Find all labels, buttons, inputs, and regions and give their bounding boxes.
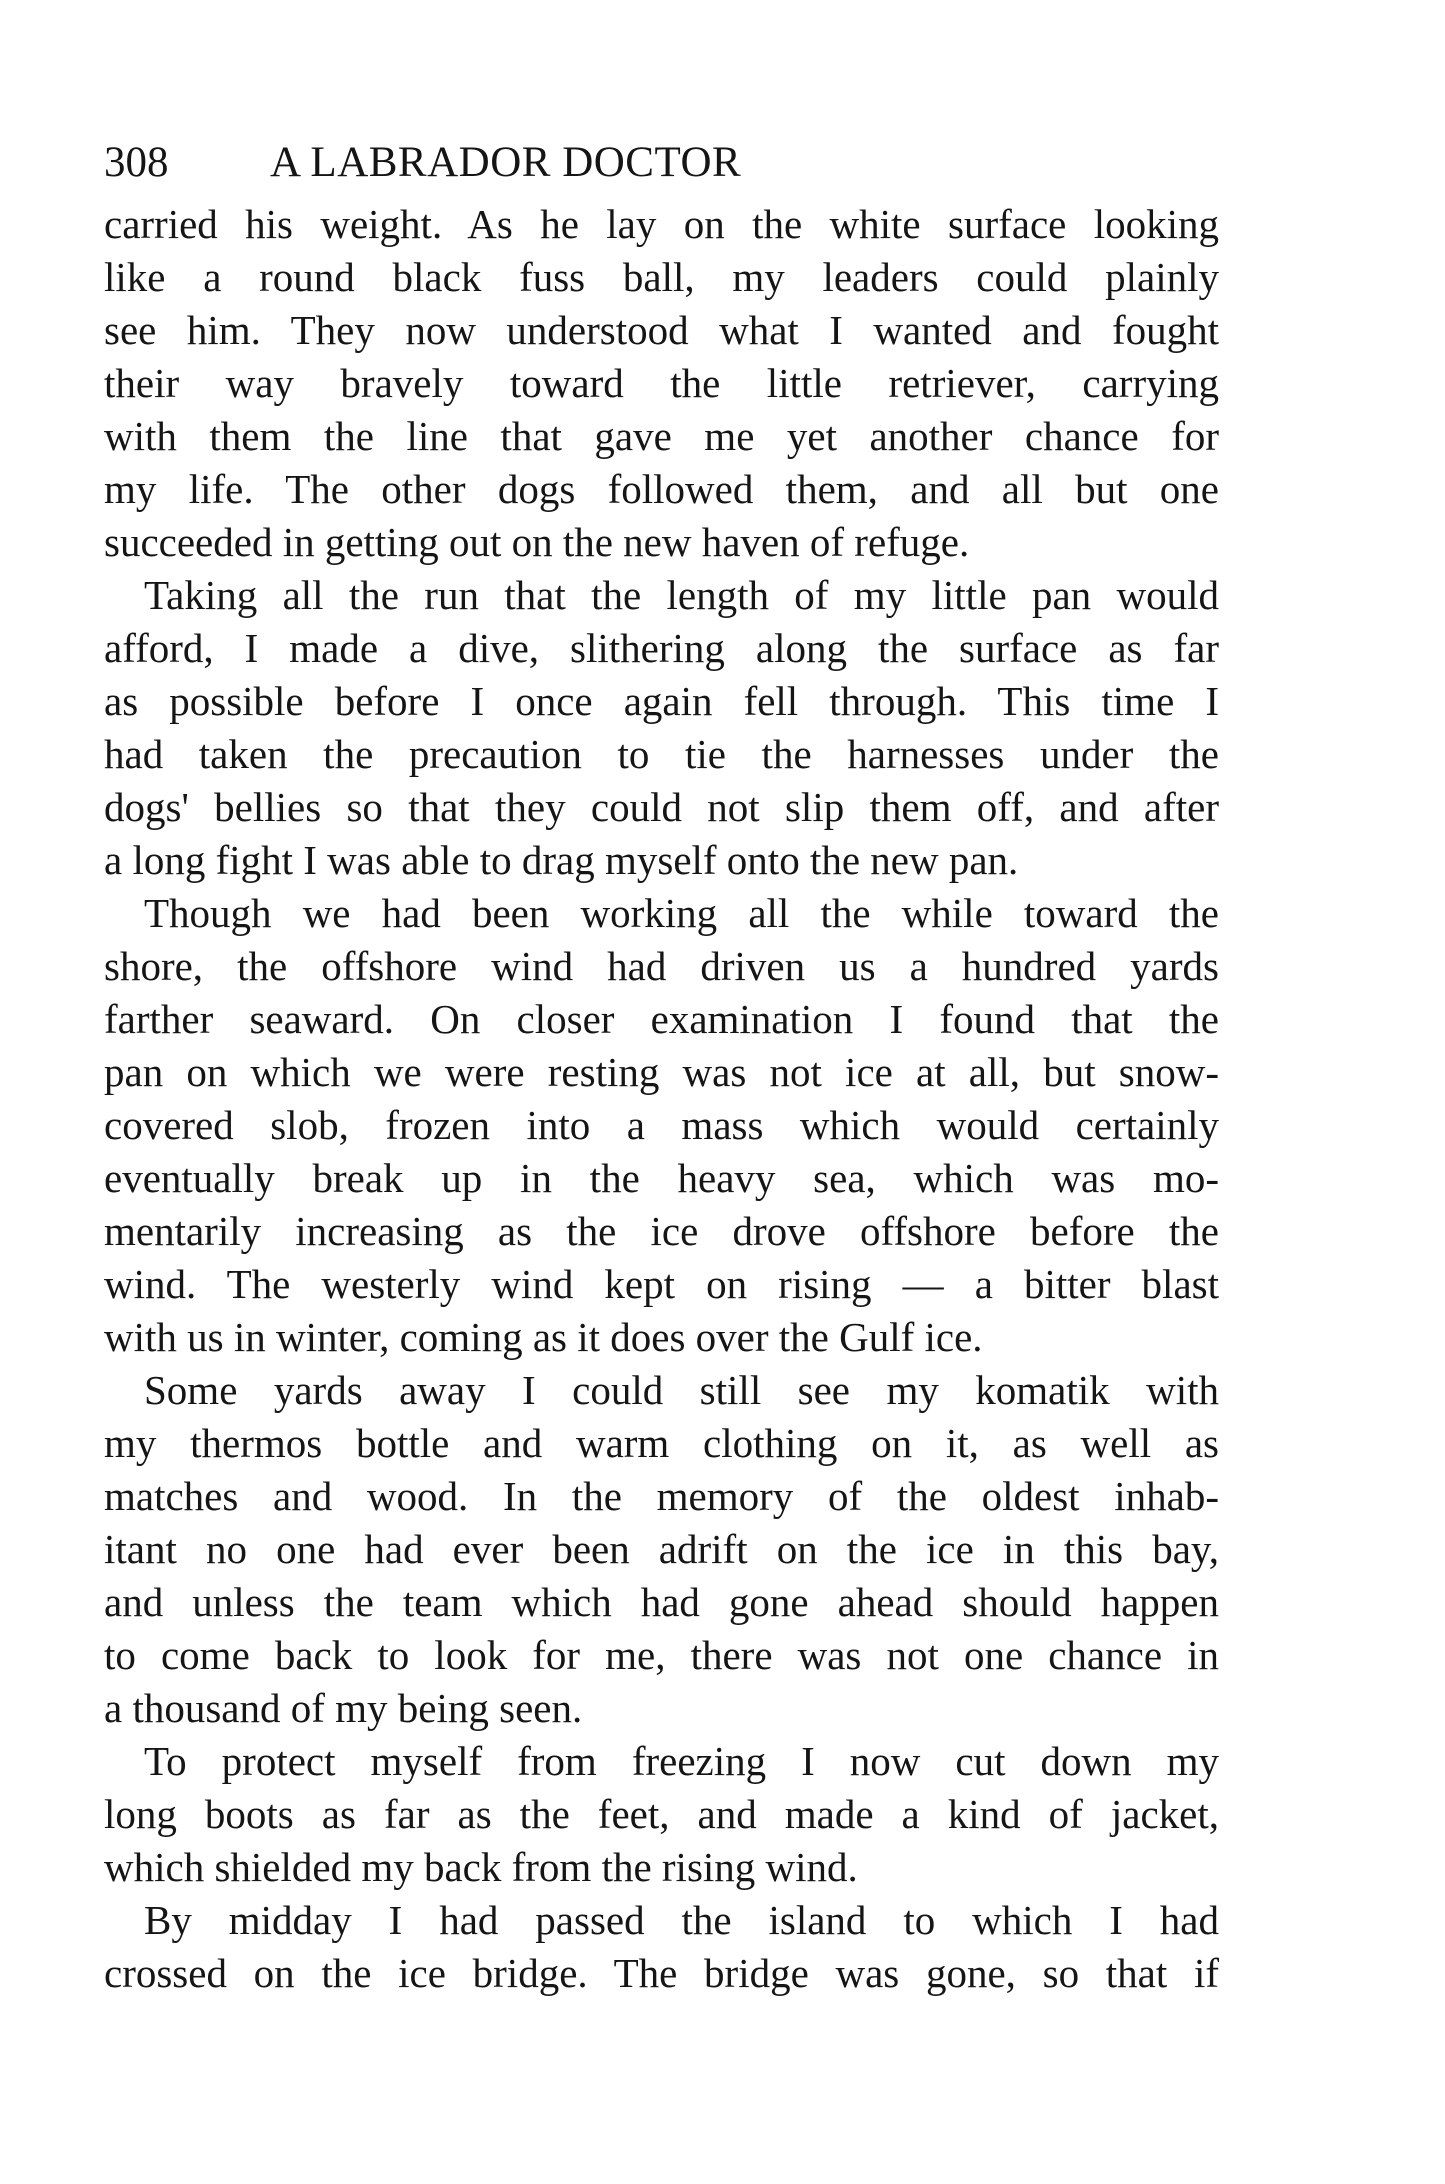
text-line: eventually break up in the heavy sea, which was mo- — [104, 1155, 1219, 1201]
text-line: Though we had been working all the while toward the — [144, 890, 1219, 936]
paragraph — [104, 1364, 1219, 1735]
text-line: shore, the offshore wind had driven us a hundred yards — [104, 943, 1219, 989]
text-line: Taking all the run that the length of my little pan would — [144, 572, 1219, 618]
text-line: a long fight I was able to drag myself onto the new pan. — [104, 837, 1019, 883]
paragraph — [104, 198, 1219, 569]
text-line: and unless the team which had gone ahead should happen — [104, 1579, 1219, 1625]
text-line: By midday I had passed the island to which I had — [144, 1897, 1219, 1943]
text-line: matches and wood. In the memory of the oldest inhab- — [104, 1473, 1219, 1519]
text-line: To protect myself from freezing I now cut down my — [144, 1738, 1219, 1784]
text-line: succeeded in getting out on the new haven of refuge. — [104, 519, 970, 565]
text-line: with us in winter, coming as it does over the Gulf ice. — [104, 1314, 983, 1360]
text-line: covered slob, frozen into a mass which would certainly — [104, 1102, 1219, 1148]
book-page — [104, 128, 1219, 2000]
text-line: wind. The westerly wind kept on rising — a bitter blast — [104, 1261, 1219, 1307]
text-line: my thermos bottle and warm clothing on it, as well as — [104, 1420, 1219, 1466]
text-line: Some yards away I could still see my komatik with — [144, 1367, 1219, 1413]
paragraph — [104, 887, 1219, 1364]
body-text — [104, 198, 1219, 2000]
page-number: 308 — [104, 139, 169, 186]
text-line: with them the line that gave me yet another chance for — [104, 413, 1219, 459]
text-line: long boots as far as the feet, and made a kind of jacket, — [104, 1791, 1219, 1837]
text-line: afford, I made a dive, slithering along the surface as far — [104, 625, 1219, 671]
text-line: their way bravely toward the little retriever, carrying — [104, 360, 1219, 406]
text-line: crossed on the ice bridge. The bridge was gone, so that if — [104, 1950, 1219, 1996]
running-head — [104, 128, 1219, 198]
paragraph — [104, 1894, 1219, 2000]
book-title: A LABRADOR DOCTOR — [270, 139, 742, 186]
text-line: itant no one had ever been adrift on the ice in this bay, — [104, 1526, 1219, 1572]
text-line: which shielded my back from the rising wind. — [104, 1844, 858, 1890]
text-line: farther seaward. On closer examination I found that the — [104, 996, 1219, 1042]
paragraph — [104, 1735, 1219, 1894]
text-line: mentarily increasing as the ice drove offshore before the — [104, 1208, 1219, 1254]
text-line: had taken the precaution to tie the harnesses under the — [104, 731, 1219, 777]
text-line: see him. They now understood what I wanted and fought — [104, 307, 1219, 353]
text-line: pan on which we were resting was not ice at all, but snow- — [104, 1049, 1219, 1095]
text-line: dogs' bellies so that they could not slip them off, and after — [104, 784, 1219, 830]
text-line: carried his weight. As he lay on the white surface looking — [104, 201, 1219, 247]
text-line: a thousand of my being seen. — [104, 1685, 583, 1731]
text-line: like a round black fuss ball, my leaders could plainly — [104, 254, 1219, 300]
text-line: as possible before I once again fell through. This time I — [104, 678, 1219, 724]
text-line: to come back to look for me, there was not one chance in — [104, 1632, 1219, 1678]
text-line: my life. The other dogs followed them, and all but one — [104, 466, 1219, 512]
paragraph — [104, 569, 1219, 887]
